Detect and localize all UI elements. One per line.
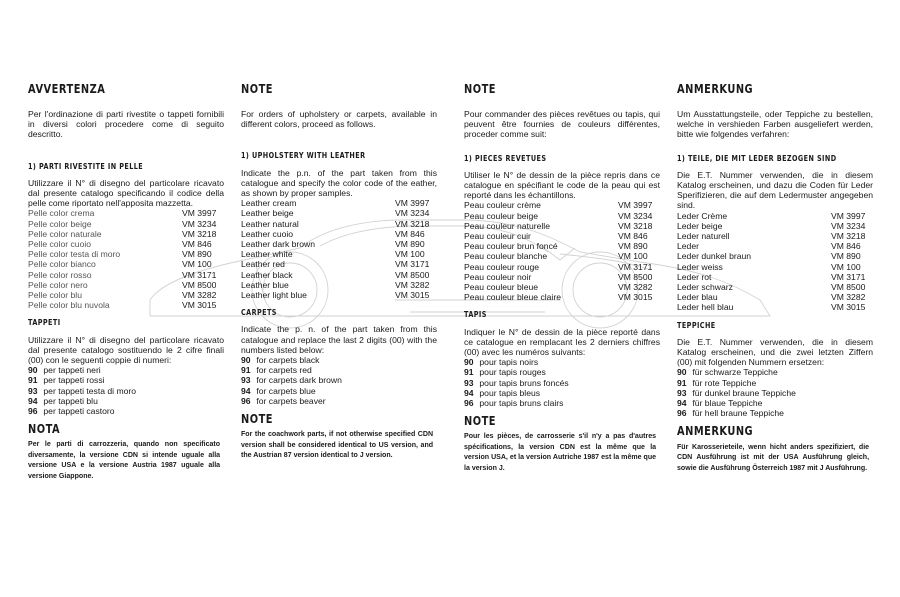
color-code: VM 8500 (618, 271, 653, 282)
carpet-code-list (28, 365, 224, 416)
upholstery-text: Die E.T. Nummer verwenden, die in diesem Katalog erscheinen, und dazu die Coden für Leder Sperifizieren, die auf dem Ledermuster angegeben sind. (677, 169, 873, 211)
color-name: Leder naturell (677, 231, 730, 242)
carpet-row (241, 386, 437, 396)
color-name: Leder Crème (677, 210, 728, 221)
column-title: AVVERTENZA (28, 82, 106, 96)
carpet-label: pour tapis bruns foncés (479, 377, 569, 388)
carpet-number: 93 (677, 387, 687, 398)
color-code: VM 3218 (618, 220, 653, 231)
color-code: VM 3171 (618, 261, 653, 272)
carpets-heading: TAPIS (464, 310, 487, 320)
color-row (28, 239, 224, 249)
color-code: VM 3282 (831, 292, 866, 303)
color-row (677, 292, 873, 302)
carpet-label: per tappeti neri (43, 365, 101, 376)
carpet-number: 94 (677, 398, 687, 409)
carpets-heading: TAPPETI (28, 318, 61, 328)
color-row (677, 231, 873, 241)
color-code: VM 3234 (395, 208, 430, 219)
color-code: VM 846 (618, 231, 648, 242)
color-code: VM 3234 (831, 220, 866, 231)
carpet-label: for carpets beaver (256, 395, 326, 406)
color-name: Pelle color naturale (28, 228, 102, 239)
color-code: VM 3282 (182, 290, 217, 301)
color-code: VM 100 (395, 249, 425, 260)
color-row (241, 229, 437, 239)
color-row (464, 272, 660, 282)
carpet-number: 96 (677, 408, 687, 419)
carpet-label: for carpets black (256, 355, 320, 366)
color-name: Leather white (241, 249, 293, 260)
color-name: Leder (677, 241, 699, 252)
color-code: VM 3997 (831, 210, 866, 221)
color-row (464, 241, 660, 251)
color-name: Peau couleur brun foncé (464, 241, 558, 252)
carpet-label: per tappeti testa di moro (43, 385, 137, 396)
color-code: VM 3234 (182, 218, 217, 229)
color-row (464, 282, 660, 292)
carpet-row (677, 388, 873, 398)
color-name: Leder rot (677, 271, 712, 282)
carpet-label: pour tapis noirs (479, 357, 539, 368)
color-row (677, 272, 873, 282)
carpet-code-list (241, 355, 437, 406)
color-row (28, 290, 224, 300)
color-row (464, 251, 660, 261)
color-row (677, 251, 873, 261)
color-name: Leder dunkel braun (677, 251, 752, 262)
color-row (241, 249, 437, 259)
carpet-row (677, 398, 873, 408)
carpet-number: 94 (28, 395, 38, 406)
carpet-row (677, 408, 873, 418)
color-code: VM 3218 (182, 228, 217, 239)
color-code: VM 3171 (395, 259, 430, 270)
color-row (28, 229, 224, 239)
carpets-text: Indiquer le N° de dessin de la pièce reporté dans ce catalogue en remplacant les 2 derniers chiffres (00) avec les numéros suivants: (464, 326, 660, 358)
color-row (464, 262, 660, 272)
upholstery-text: Utilizzare il N° di disegno del particolare ricavato dal presente catalogo specificando il codice della pelle come riportato nell'apposita mazzetta. (28, 177, 224, 209)
color-code: VM 890 (831, 251, 861, 262)
carpets-text: Die E.T. Nummer verwenden, die in diesem Katalog erscheinen, und die zwei letzten Ziffern (00) mit folgenden Nummern ersetzen: (677, 336, 873, 368)
color-name: Pelle color blu nuvola (28, 300, 110, 311)
intro-text: Um Ausstattungsteile, oder Teppiche zu bestellen, welche in vershieden Farben ausgeliefert werden, bitte wie folgendes verfahren: (677, 109, 873, 140)
color-row (677, 262, 873, 272)
color-row (241, 208, 437, 218)
color-row (28, 259, 224, 269)
carpet-row (28, 406, 224, 416)
upholstery-heading: 1) TEILE, DIE MIT LEDER BEZOGEN SIND (677, 153, 837, 163)
color-name: Pelle color testa di moro (28, 249, 121, 260)
color-row (677, 211, 873, 221)
column-german (677, 84, 873, 473)
color-code: VM 3997 (182, 208, 217, 219)
color-code: VM 3171 (182, 269, 217, 280)
carpet-row (677, 367, 873, 377)
note-text: Per le parti di carrozzeria, quando non specificato diversamente, la versione CDN si intende uguale alla versione USA e la versione Austria 1987 uguale alla versione Giappone. (28, 439, 221, 480)
carpet-label: per tappeti blu (43, 395, 98, 406)
color-row (28, 270, 224, 280)
carpet-row (28, 365, 224, 375)
intro-text: For orders of upholstery or carpets, available in different colors, proceed as follows. (241, 109, 437, 130)
carpet-number: 96 (28, 406, 38, 417)
color-name: Leder beige (677, 220, 723, 231)
carpet-code-list (464, 357, 660, 408)
color-name: Peau couleur beige (464, 210, 539, 221)
color-name: Pelle color crema (28, 208, 95, 219)
carpet-number: 91 (28, 375, 38, 386)
color-name: Pelle color nero (28, 279, 88, 290)
color-name: Leather blue (241, 279, 289, 290)
color-name: Leather light blue (241, 290, 307, 301)
carpet-number: 91 (677, 377, 687, 388)
color-name: Peau couleur crème (464, 200, 541, 211)
column-title: NOTE (464, 82, 497, 96)
color-row (28, 219, 224, 229)
color-row (464, 200, 660, 210)
color-row (241, 270, 437, 280)
color-name: Leather red (241, 259, 285, 270)
carpet-row (464, 357, 660, 367)
intro-text: Pour commander des pièces revêtues ou tapis, qui peuvent être fournies de couleurs différentes, proceder comme suit: (464, 109, 660, 140)
note-title: NOTE (241, 412, 274, 427)
carpet-number: 91 (464, 367, 474, 378)
color-code: VM 3282 (618, 282, 653, 293)
color-row (241, 280, 437, 290)
column-italian (28, 84, 224, 481)
upholstery-text: Indicate the p.n. of the part taken from this catalogue and specify the color code of the eather, as shown by proper samples. (241, 167, 437, 199)
carpet-label: für schwarze Teppiche (692, 367, 778, 378)
color-name: Leather beige (241, 208, 294, 219)
color-code: VM 3234 (618, 210, 653, 221)
column-title: NOTE (241, 82, 274, 96)
carpet-number: 90 (677, 367, 687, 378)
upholstery-heading: 1) UPHOLSTERY WITH LEATHER (241, 151, 366, 161)
color-row (464, 221, 660, 231)
upholstery-text: Utiliser le N° de dessin de la pièce repris dans ce catalogue en spécifiant le code de la peau qui est reporté dans les échantillons. (464, 169, 660, 201)
carpet-number: 93 (28, 385, 38, 396)
carpet-label: for carpets blue (256, 385, 316, 396)
color-name: Leder schwarz (677, 282, 733, 293)
color-code: VM 8500 (831, 282, 866, 293)
color-row (464, 231, 660, 241)
color-row (241, 239, 437, 249)
carpet-label: für dunkel braune Teppiche (692, 387, 796, 398)
color-name: Leather natural (241, 218, 299, 229)
color-row (677, 282, 873, 292)
carpet-row (464, 367, 660, 377)
carpets-text: Utilizzare il N° di disegno del particolare ricavato dal presente catalogo sostituendo le 2 cifre finali (00) con le seguenti coppie di numeri: (28, 334, 224, 366)
carpet-row (28, 375, 224, 385)
color-row (677, 302, 873, 312)
color-name: Peau couleur rouge (464, 261, 540, 272)
color-name: Leder hell blau (677, 302, 734, 313)
color-code: VM 3015 (395, 290, 430, 301)
color-row (464, 211, 660, 221)
carpet-number: 93 (241, 375, 251, 386)
note-text: Für Karosserieteile, wenn hicht anders spezifiziert, die CDN Ausführung ist mit der USA Ausführung gleich, sowie die Ausführung Österreich 1987 mit J Ausführung. (677, 441, 870, 472)
note-text: For the coachwork parts, if not otherwise specified CDN version shall be considered identical to US version, and the Austrian 87 version identical to J version. (241, 429, 434, 460)
color-code: VM 3997 (395, 198, 430, 209)
color-name: Leather black (241, 269, 293, 280)
carpet-row (241, 396, 437, 406)
carpet-number: 90 (241, 355, 251, 366)
color-name: Pelle color rosso (28, 269, 92, 280)
carpets-text: Indicate the p. n. of the part taken from this catalogue and replace the last 2 digits (00) with the numbers listed below: (241, 324, 437, 355)
color-code: VM 846 (182, 239, 212, 250)
color-code: VM 3282 (395, 279, 430, 290)
color-row (677, 241, 873, 251)
color-name: Leder weiss (677, 261, 723, 272)
color-name: Peau couleur bleue claire (464, 292, 561, 303)
color-code: VM 890 (395, 239, 425, 250)
color-code: VM 3015 (182, 300, 217, 311)
column-french (464, 84, 660, 473)
color-name: Peau couleur cuir (464, 231, 531, 242)
color-row (241, 219, 437, 229)
color-row (464, 292, 660, 302)
carpet-label: pour tapis bleus (479, 387, 541, 398)
color-row (677, 221, 873, 231)
color-name: Peau couleur naturelle (464, 220, 550, 231)
color-code: VM 846 (831, 241, 861, 252)
carpet-number: 96 (241, 395, 251, 406)
carpet-number: 91 (241, 365, 251, 376)
color-code: VM 890 (182, 249, 212, 260)
carpet-row (241, 365, 437, 375)
column-title: ANMERKUNG (677, 82, 754, 96)
carpet-number: 94 (464, 387, 474, 398)
color-code: VM 100 (831, 261, 861, 272)
color-name: Peau couleur noir (464, 271, 532, 282)
carpet-row (28, 386, 224, 396)
carpet-number: 96 (464, 398, 474, 409)
carpet-number: 90 (464, 357, 474, 368)
color-code-list (677, 211, 873, 313)
carpet-row (677, 378, 873, 388)
carpet-code-list (677, 367, 873, 418)
color-code-list (241, 198, 437, 300)
color-code: VM 3218 (395, 218, 430, 229)
color-code-list (464, 200, 660, 302)
carpets-heading: CARPETS (241, 308, 277, 318)
color-row (241, 198, 437, 208)
color-name: Pelle color beige (28, 218, 92, 229)
color-code: VM 100 (182, 259, 212, 270)
note-text: Pour les pièces, de carrosserie s'il n'y a pas d'autres spécifications, la version CDN est la même que la version USA, et la version Autriche 1987 est la même que la version J. (464, 431, 657, 472)
carpet-label: for carpets dark brown (256, 375, 342, 386)
color-name: Peau couleur blanche (464, 251, 548, 262)
carpet-number: 94 (241, 385, 251, 396)
note-title: NOTE (464, 414, 497, 429)
carpet-row (241, 355, 437, 365)
color-name: Pelle color bianco (28, 259, 96, 270)
carpet-row (464, 388, 660, 398)
color-name: Leather cream (241, 198, 297, 209)
color-code: VM 3015 (618, 292, 653, 303)
carpet-row (464, 398, 660, 408)
color-name: Leather cuoio (241, 228, 294, 239)
color-row (28, 208, 224, 218)
carpet-number: 93 (464, 377, 474, 388)
color-name: Leather dark brown (241, 239, 316, 250)
color-name: Peau couleur bleue (464, 282, 539, 293)
color-code: VM 890 (618, 241, 648, 252)
column-english (241, 84, 437, 461)
carpets-heading: TEPPICHE (677, 320, 716, 330)
upholstery-heading: 1) PIECES REVETUES (464, 153, 547, 163)
color-code: VM 100 (618, 251, 648, 262)
color-row (28, 249, 224, 259)
carpet-label: pour tapis rouges (479, 367, 546, 378)
carpet-row (28, 396, 224, 406)
carpet-label: für rote Teppiche (692, 377, 757, 388)
color-row (28, 300, 224, 310)
color-code-list (28, 208, 224, 310)
color-code: VM 3171 (831, 271, 866, 282)
carpet-row (464, 378, 660, 388)
color-row (241, 290, 437, 300)
color-code: VM 3015 (831, 302, 866, 313)
intro-text: Per l'ordinazione di parti rivestite o tappeti fornibili in diversi colori procedere come di seguito descritto. (28, 109, 224, 140)
color-code: VM 3997 (618, 200, 653, 211)
carpet-label: per tappeti castoro (43, 406, 115, 417)
color-row (241, 259, 437, 269)
carpet-number: 90 (28, 365, 38, 376)
carpet-label: per tappeti rossi (43, 375, 105, 386)
color-name: Pelle color cuoio (28, 239, 92, 250)
color-code: VM 8500 (395, 269, 430, 280)
upholstery-heading: 1) PARTI RIVESTITE IN PELLE (28, 161, 144, 171)
note-title: ANMERKUNG (677, 424, 754, 439)
color-row (28, 280, 224, 290)
color-code: VM 8500 (182, 279, 217, 290)
carpet-label: pour tapis bruns clairs (479, 398, 564, 409)
color-code: VM 3218 (831, 231, 866, 242)
carpet-label: for carpets red (256, 365, 312, 376)
carpet-label: für blaue Teppiche (692, 398, 763, 409)
carpet-row (241, 375, 437, 385)
color-name: Pelle color blu (28, 290, 82, 301)
carpet-label: für hell braune Teppiche (692, 408, 784, 419)
color-code: VM 846 (395, 228, 425, 239)
color-name: Leder blau (677, 292, 718, 303)
note-title: NOTA (28, 422, 61, 437)
